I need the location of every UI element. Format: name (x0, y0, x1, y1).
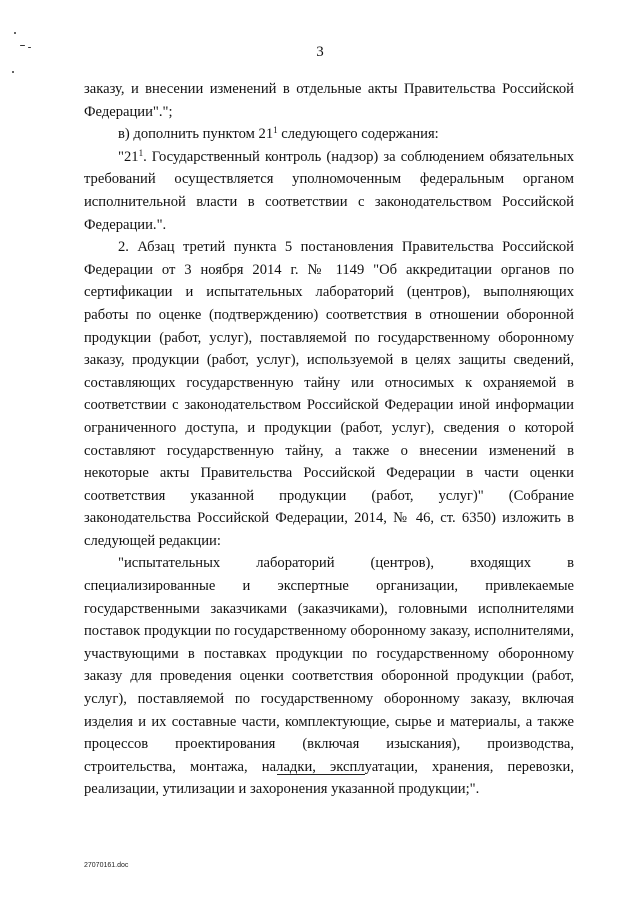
superscript: 1 (273, 125, 278, 136)
text-run: в) дополнить пунктом 21 (118, 126, 274, 143)
superscript: 1 (138, 147, 144, 158)
scan-speck (12, 71, 14, 73)
text-run: следующего содержания: (277, 126, 439, 143)
text-run: . Государственный контроль (надзор) за соблюдением обязательных требований осуществляется уполномоченным федеральным органом исполнительной власти в соответствии с законодательством Российской Федерации.". (84, 148, 574, 233)
page-number: 3 (316, 44, 324, 60)
paragraph-item-v (84, 123, 574, 146)
paragraph-point-21-1 (84, 146, 574, 236)
paragraph-continuation (84, 78, 574, 123)
paragraph-item-2 (84, 236, 574, 552)
text-run: 2. Абзац третий пункта 5 постановления Правительства Российской Федерации от 3 ноября 2014 г. № 1149 "Об аккредитации органов по сертификации и испытательных лабораторий (центров), выполняющих работы по оценке (подтверждению) соответствия в отношении оборонной продукции (работ, услуг), поставляемой по государственному оборонному заказу, продукции (работ, услуг), используемой в целях защиты сведений, составляющих государственную тайну или относимых к охраняемой в соответствии с законодательством Российской Федерации иной информации ограниченного доступа, и продукции (работ, услуг), сведения о которой составляют государственную тайну, а также о внесении изменений в некоторые акты Правительства Российской Федерации в части оценки соответствия указанной продукции (работ, услуг)" (Собрание законодательства Российской Федерации, 2014, № 46, ст. 6350) изложить в следующей редакции: (84, 239, 574, 549)
separator-line (277, 774, 365, 775)
text-run: "21 (118, 148, 139, 165)
text-run: "испытательных лабораторий (центров), входящих в специализированные и экспертные организации, привлекаемые государственными заказчиками (заказчиками), головными исполнителями поставок продукции по государственному оборонному заказу, исполнителями, участвующими в поставках продукции по государственному оборонному заказу для проведения оценки соответствия оборонной продукции (работ, услуг), поставляемой по государственному оборонному заказу, включая изделия и их составные части, комплектующие, сырье и материалы, а также процессов проектирования (включая изыскания), производства, строительства, монтажа, наладки, эксплуатации, хранения, перевозки, реализации, утилизации и захоронения указанной продукции;". (84, 555, 574, 798)
text-run: заказу, и внесении изменений в отдельные акты Правительства Российской Федерации"."; (84, 81, 574, 120)
document-body (84, 78, 574, 801)
footer-doc-code: 27070161.doc (84, 862, 129, 869)
paragraph-new-wording (84, 552, 574, 801)
scan-speck (14, 32, 16, 34)
